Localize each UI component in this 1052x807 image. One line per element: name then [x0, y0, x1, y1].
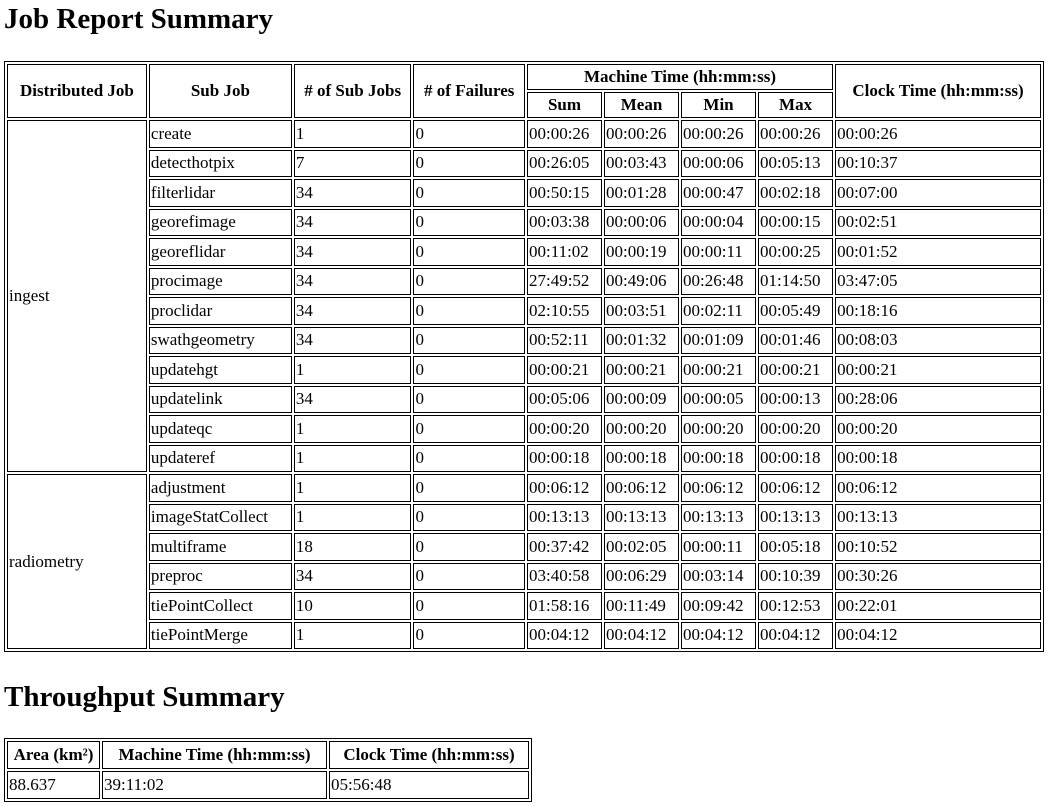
- table-row: [7, 356, 1041, 384]
- sub-job-cell: georeflidar: [149, 238, 292, 266]
- failures-cell: 0: [413, 386, 525, 414]
- clock-time-cell: 00:10:37: [835, 150, 1041, 178]
- table-row: [7, 209, 1041, 237]
- sub-job-count-cell: 10: [294, 592, 412, 620]
- header-clock-time: Clock Time (hh:mm:ss): [835, 64, 1041, 118]
- machine-max-cell: 00:12:53: [758, 592, 833, 620]
- machine-max-cell: 00:00:20: [758, 415, 833, 443]
- failures-cell: 0: [413, 563, 525, 591]
- machine-min-cell: 00:00:26: [681, 120, 756, 148]
- machine-sum-cell: 03:40:58: [527, 563, 602, 591]
- throughput-row: [7, 771, 529, 799]
- clock-time-cell: 00:18:16: [835, 297, 1041, 325]
- machine-max-cell: 00:00:21: [758, 356, 833, 384]
- header-num-sub-jobs: # of Sub Jobs: [294, 64, 412, 118]
- machine-sum-cell: 00:50:15: [527, 179, 602, 207]
- sub-job-count-cell: 34: [294, 238, 412, 266]
- machine-mean-cell: 00:00:09: [604, 386, 679, 414]
- failures-cell: 0: [413, 415, 525, 443]
- failures-cell: 0: [413, 474, 525, 502]
- sub-job-cell: tiePointMerge: [149, 622, 292, 650]
- sub-job-cell: proclidar: [149, 297, 292, 325]
- sub-job-cell: procimage: [149, 268, 292, 296]
- machine-sum-cell: 00:11:02: [527, 238, 602, 266]
- header-sum: Sum: [527, 92, 602, 118]
- header-num-failures: # of Failures: [413, 64, 525, 118]
- machine-sum-cell: 00:03:38: [527, 209, 602, 237]
- sub-job-count-cell: 1: [294, 120, 412, 148]
- machine-max-cell: 01:14:50: [758, 268, 833, 296]
- table-row: [7, 150, 1041, 178]
- header-throughput-machine-time: Machine Time (hh:mm:ss): [102, 741, 327, 769]
- sub-job-count-cell: 34: [294, 268, 412, 296]
- machine-mean-cell: 00:00:19: [604, 238, 679, 266]
- sub-job-cell: updateref: [149, 445, 292, 473]
- machine-mean-cell: 00:00:06: [604, 209, 679, 237]
- table-row: [7, 120, 1041, 148]
- failures-cell: 0: [413, 504, 525, 532]
- table-row: [7, 238, 1041, 266]
- machine-max-cell: 00:00:13: [758, 386, 833, 414]
- sub-job-count-cell: 1: [294, 622, 412, 650]
- machine-max-cell: 00:01:46: [758, 327, 833, 355]
- machine-sum-cell: 00:06:12: [527, 474, 602, 502]
- machine-mean-cell: 00:49:06: [604, 268, 679, 296]
- machine-min-cell: 00:00:21: [681, 356, 756, 384]
- failures-cell: 0: [413, 120, 525, 148]
- clock-time-cell: 00:08:03: [835, 327, 1041, 355]
- header-max: Max: [758, 92, 833, 118]
- machine-sum-cell: 00:37:42: [527, 533, 602, 561]
- throughput-table: [4, 738, 532, 802]
- machine-min-cell: 00:00:11: [681, 238, 756, 266]
- failures-cell: 0: [413, 238, 525, 266]
- sub-job-count-cell: 34: [294, 386, 412, 414]
- sub-job-count-cell: 1: [294, 474, 412, 502]
- clock-time-cell: 03:47:05: [835, 268, 1041, 296]
- failures-cell: 0: [413, 622, 525, 650]
- clock-time-cell: 00:00:20: [835, 415, 1041, 443]
- machine-min-cell: 00:00:06: [681, 150, 756, 178]
- machine-sum-cell: 00:00:18: [527, 445, 602, 473]
- sub-job-count-cell: 34: [294, 179, 412, 207]
- machine-max-cell: 00:05:18: [758, 533, 833, 561]
- machine-max-cell: 00:00:18: [758, 445, 833, 473]
- clock-time-cell: 00:10:52: [835, 533, 1041, 561]
- failures-cell: 0: [413, 356, 525, 384]
- machine-min-cell: 00:00:04: [681, 209, 756, 237]
- machine-max-cell: 00:00:26: [758, 120, 833, 148]
- table-row: [7, 533, 1041, 561]
- sub-job-count-cell: 1: [294, 356, 412, 384]
- machine-min-cell: 00:09:42: [681, 592, 756, 620]
- machine-min-cell: 00:26:48: [681, 268, 756, 296]
- machine-mean-cell: 00:06:29: [604, 563, 679, 591]
- machine-min-cell: 00:13:13: [681, 504, 756, 532]
- clock-time-cell: 00:00:26: [835, 120, 1041, 148]
- header-machine-time: Machine Time (hh:mm:ss): [527, 64, 833, 90]
- machine-sum-cell: 00:26:05: [527, 150, 602, 178]
- clock-time-cell: 00:07:00: [835, 179, 1041, 207]
- machine-min-cell: 00:00:20: [681, 415, 756, 443]
- failures-cell: 0: [413, 327, 525, 355]
- machine-mean-cell: 00:13:13: [604, 504, 679, 532]
- distributed-job-cell: ingest: [7, 120, 147, 472]
- machine-sum-cell: 01:58:16: [527, 592, 602, 620]
- job-report-table: [4, 61, 1044, 652]
- sub-job-count-cell: 34: [294, 563, 412, 591]
- sub-job-cell: detecthotpix: [149, 150, 292, 178]
- machine-max-cell: 00:00:25: [758, 238, 833, 266]
- clock-time-cell: 00:01:52: [835, 238, 1041, 266]
- clock-time-cell: 00:00:21: [835, 356, 1041, 384]
- sub-job-cell: adjustment: [149, 474, 292, 502]
- clock-time-cell: 00:30:26: [835, 563, 1041, 591]
- machine-mean-cell: 00:00:20: [604, 415, 679, 443]
- machine-min-cell: 00:04:12: [681, 622, 756, 650]
- machine-min-cell: 00:00:18: [681, 445, 756, 473]
- sub-job-count-cell: 1: [294, 504, 412, 532]
- clock-time-cell: 00:22:01: [835, 592, 1041, 620]
- failures-cell: 0: [413, 209, 525, 237]
- sub-job-count-cell: 34: [294, 327, 412, 355]
- machine-min-cell: 00:00:47: [681, 179, 756, 207]
- sub-job-cell: updatelink: [149, 386, 292, 414]
- table-row: [7, 504, 1041, 532]
- machine-max-cell: 00:02:18: [758, 179, 833, 207]
- machine-max-cell: 00:10:39: [758, 563, 833, 591]
- table-row: [7, 327, 1041, 355]
- table-row: [7, 622, 1041, 650]
- machine-max-cell: 00:04:12: [758, 622, 833, 650]
- header-min: Min: [681, 92, 756, 118]
- machine-min-cell: 00:00:05: [681, 386, 756, 414]
- sub-job-cell: georefimage: [149, 209, 292, 237]
- sub-job-count-cell: 34: [294, 209, 412, 237]
- machine-sum-cell: 00:00:21: [527, 356, 602, 384]
- table-row: [7, 386, 1041, 414]
- table-row: [7, 297, 1041, 325]
- machine-min-cell: 00:00:11: [681, 533, 756, 561]
- clock-time-cell: 00:28:06: [835, 386, 1041, 414]
- sub-job-cell: imageStatCollect: [149, 504, 292, 532]
- header-throughput-clock-time: Clock Time (hh:mm:ss): [329, 741, 529, 769]
- sub-job-count-cell: 1: [294, 445, 412, 473]
- machine-mean-cell: 00:11:49: [604, 592, 679, 620]
- job-report-body: [7, 120, 1041, 649]
- machine-sum-cell: 02:10:55: [527, 297, 602, 325]
- machine-min-cell: 00:06:12: [681, 474, 756, 502]
- table-row: [7, 415, 1041, 443]
- clock-time-value: 05:56:48: [329, 771, 529, 799]
- sub-job-cell: multiframe: [149, 533, 292, 561]
- table-row: [7, 179, 1041, 207]
- machine-sum-cell: 00:05:06: [527, 386, 602, 414]
- machine-sum-cell: 00:00:20: [527, 415, 602, 443]
- machine-mean-cell: 00:01:28: [604, 179, 679, 207]
- clock-time-cell: 00:13:13: [835, 504, 1041, 532]
- table-row: [7, 268, 1041, 296]
- throughput-title: Throughput Summary: [4, 681, 285, 713]
- machine-mean-cell: 00:00:26: [604, 120, 679, 148]
- machine-sum-cell: 00:04:12: [527, 622, 602, 650]
- machine-time-value: 39:11:02: [102, 771, 327, 799]
- sub-job-cell: tiePointCollect: [149, 592, 292, 620]
- machine-max-cell: 00:05:13: [758, 150, 833, 178]
- job-report-title: Job Report Summary: [4, 3, 274, 35]
- sub-job-cell: updateqc: [149, 415, 292, 443]
- header-mean: Mean: [604, 92, 679, 118]
- machine-max-cell: 00:13:13: [758, 504, 833, 532]
- sub-job-cell: create: [149, 120, 292, 148]
- clock-time-cell: 00:00:18: [835, 445, 1041, 473]
- machine-max-cell: 00:06:12: [758, 474, 833, 502]
- machine-sum-cell: 00:13:13: [527, 504, 602, 532]
- failures-cell: 0: [413, 179, 525, 207]
- machine-sum-cell: 00:52:11: [527, 327, 602, 355]
- distributed-job-cell: radiometry: [7, 474, 147, 649]
- machine-min-cell: 00:01:09: [681, 327, 756, 355]
- failures-cell: 0: [413, 297, 525, 325]
- machine-mean-cell: 00:01:32: [604, 327, 679, 355]
- failures-cell: 0: [413, 445, 525, 473]
- header-area: Area (km²): [7, 741, 100, 769]
- machine-max-cell: 00:00:15: [758, 209, 833, 237]
- sub-job-cell: updatehgt: [149, 356, 292, 384]
- machine-min-cell: 00:03:14: [681, 563, 756, 591]
- machine-min-cell: 00:02:11: [681, 297, 756, 325]
- header-distributed-job: Distributed Job: [7, 64, 147, 118]
- sub-job-cell: filterlidar: [149, 179, 292, 207]
- machine-mean-cell: 00:04:12: [604, 622, 679, 650]
- clock-time-cell: 00:02:51: [835, 209, 1041, 237]
- machine-mean-cell: 00:00:21: [604, 356, 679, 384]
- failures-cell: 0: [413, 150, 525, 178]
- sub-job-count-cell: 7: [294, 150, 412, 178]
- clock-time-cell: 00:06:12: [835, 474, 1041, 502]
- sub-job-cell: swathgeometry: [149, 327, 292, 355]
- failures-cell: 0: [413, 268, 525, 296]
- header-sub-job: Sub Job: [149, 64, 292, 118]
- sub-job-cell: preproc: [149, 563, 292, 591]
- sub-job-count-cell: 34: [294, 297, 412, 325]
- failures-cell: 0: [413, 592, 525, 620]
- table-row: [7, 474, 1041, 502]
- sub-job-count-cell: 18: [294, 533, 412, 561]
- table-row: [7, 445, 1041, 473]
- machine-mean-cell: 00:06:12: [604, 474, 679, 502]
- failures-cell: 0: [413, 533, 525, 561]
- machine-mean-cell: 00:03:43: [604, 150, 679, 178]
- machine-mean-cell: 00:03:51: [604, 297, 679, 325]
- clock-time-cell: 00:04:12: [835, 622, 1041, 650]
- table-row: [7, 592, 1041, 620]
- sub-job-count-cell: 1: [294, 415, 412, 443]
- machine-max-cell: 00:05:49: [758, 297, 833, 325]
- table-row: [7, 563, 1041, 591]
- area-value: 88.637: [7, 771, 100, 799]
- machine-mean-cell: 00:00:18: [604, 445, 679, 473]
- machine-sum-cell: 27:49:52: [527, 268, 602, 296]
- machine-sum-cell: 00:00:26: [527, 120, 602, 148]
- machine-mean-cell: 00:02:05: [604, 533, 679, 561]
